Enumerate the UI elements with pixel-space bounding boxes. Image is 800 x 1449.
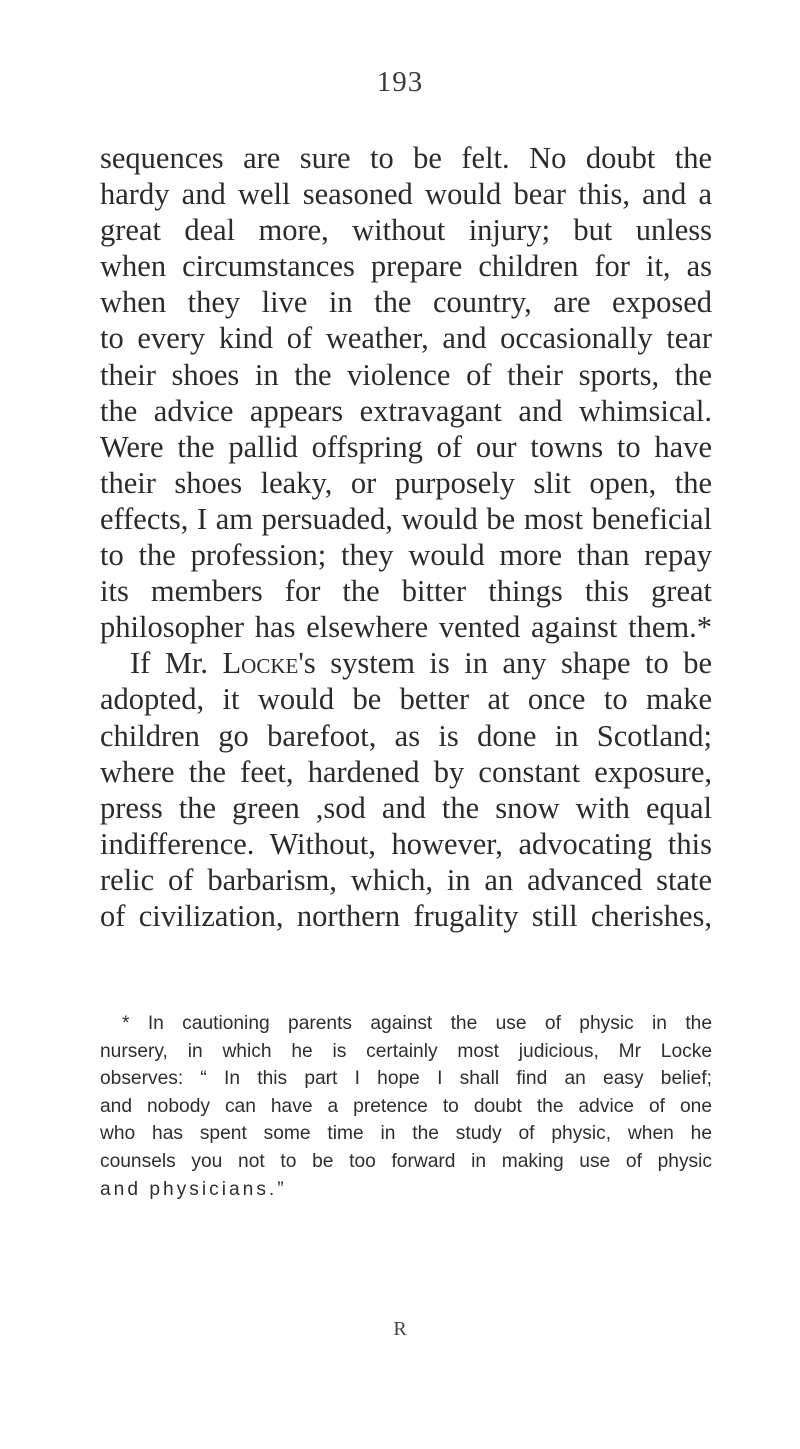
footnote-line: and nobody can have a pretence to doubt the advice of one (100, 1095, 712, 1117)
text-fragment: 's system is in any shape to be (298, 646, 712, 681)
text-line: when circumstances prepare children for it, as (100, 249, 712, 284)
footnote-line: observes: “ In this part I hope I shall find an easy belief; (100, 1068, 712, 1090)
text-line: philosopher has elsewhere vented against them.* (100, 610, 712, 645)
text-line: their shoes leaky, or purposely slit open, the (100, 465, 712, 500)
text-line: relic of barbarism, which, in an advanced state (100, 862, 712, 897)
text-line: their shoes in the violence of their sports, the (100, 357, 712, 392)
text-line: the advice appears extravagant and whimsical. (100, 393, 712, 428)
page-number: 193 (376, 66, 424, 98)
text-line: sequences are sure to be felt. No doubt the (100, 141, 712, 175)
footnote-line: nursery, in which he is certainly most judicious, Mr Locke (100, 1040, 712, 1062)
text-line: indifference. Without, however, advocating this (100, 826, 712, 861)
text-line: children go barefoot, as is done in Scotland; (100, 718, 712, 753)
text-fragment: If Mr. (130, 646, 223, 681)
text-line: adopted, it would be better at once to make (100, 682, 712, 717)
footnote-line: who has spent some time in the study of physic, when he (100, 1123, 712, 1145)
text-line: when they live in the country, are exposed (100, 285, 712, 320)
body-text (100, 140, 712, 934)
text-line: of civilization, northern frugality still cherishes, (100, 898, 712, 933)
text-line: Were the pallid offspring of our towns to have (100, 429, 712, 464)
footnote (100, 1010, 712, 1203)
text-line: its members for the bitter things this great (100, 574, 712, 609)
signature-mark: R (393, 1318, 407, 1340)
footnote-line: and physicians.” (100, 1178, 287, 1200)
text-line: to the profession; they would more than repay (100, 538, 712, 573)
text-line: great deal more, without injury; but unless (100, 213, 712, 248)
text-line: hardy and well seasoned would bear this, and a (100, 177, 712, 212)
paragraph-start-line (100, 645, 712, 681)
footnote-line: * In cautioning parents against the use of physic in the (122, 1013, 712, 1034)
text-line: effects, I am persuaded, would be most beneficial (100, 501, 712, 536)
text-line: to every kind of weather, and occasionally tear (100, 321, 712, 356)
text-line: press the green ,sod and the snow with equal (100, 790, 712, 825)
footnote-line: counsels you not to be too forward in making use of physic (100, 1150, 712, 1172)
text-line: where the feet, hardened by constant exposure, (100, 754, 712, 789)
author-name: Locke (222, 646, 299, 681)
